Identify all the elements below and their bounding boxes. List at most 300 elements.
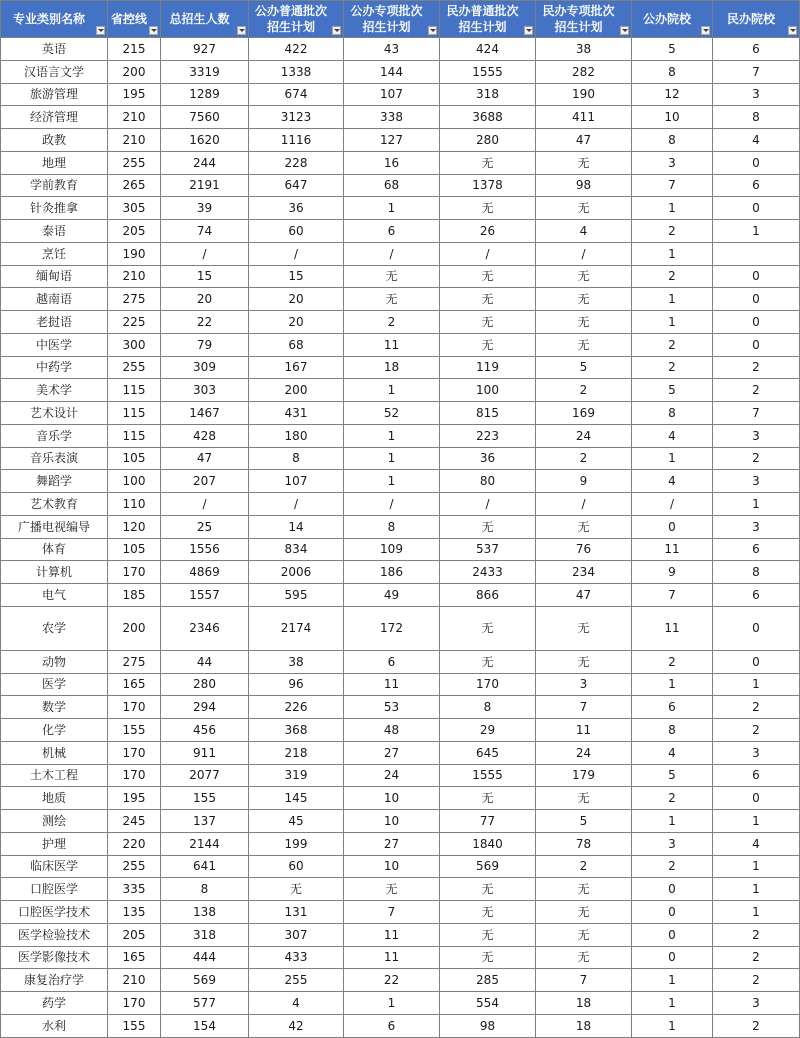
cell-control-line[interactable]: 165: [108, 673, 161, 696]
cell-public-special-plan[interactable]: 43: [344, 38, 440, 61]
cell-private-schools[interactable]: 1: [713, 901, 800, 924]
cell-public-schools[interactable]: 8: [632, 719, 713, 742]
cell-private-schools[interactable]: 0: [713, 787, 800, 810]
filter-dropdown-icon[interactable]: [149, 26, 158, 35]
cell-public-schools[interactable]: 1: [632, 197, 713, 220]
cell-public-general-plan[interactable]: 45: [249, 810, 344, 833]
cell-public-special-plan[interactable]: 10: [344, 855, 440, 878]
cell-public-special-plan[interactable]: 2: [344, 311, 440, 334]
cell-private-general-plan[interactable]: 119: [440, 356, 536, 379]
cell-total-enrollment[interactable]: 577: [161, 992, 249, 1015]
cell-private-general-plan[interactable]: 26: [440, 220, 536, 243]
cell-private-general-plan[interactable]: 645: [440, 741, 536, 764]
cell-private-schools[interactable]: 0: [713, 333, 800, 356]
cell-control-line[interactable]: 210: [108, 106, 161, 129]
cell-private-general-plan[interactable]: 无: [440, 265, 536, 288]
cell-total-enrollment[interactable]: 47: [161, 447, 249, 470]
cell-private-special-plan[interactable]: 无: [536, 787, 632, 810]
cell-public-general-plan[interactable]: 无: [249, 878, 344, 901]
cell-private-schools[interactable]: 7: [713, 60, 800, 83]
cell-control-line[interactable]: 210: [108, 129, 161, 152]
cell-public-schools[interactable]: 1: [632, 810, 713, 833]
cell-private-schools[interactable]: 8: [713, 561, 800, 584]
cell-public-general-plan[interactable]: 42: [249, 1014, 344, 1037]
cell-private-special-plan[interactable]: 无: [536, 878, 632, 901]
cell-private-general-plan[interactable]: 424: [440, 38, 536, 61]
cell-total-enrollment[interactable]: 8: [161, 878, 249, 901]
cell-public-general-plan[interactable]: 595: [249, 584, 344, 607]
cell-public-special-plan[interactable]: 109: [344, 538, 440, 561]
cell-public-general-plan[interactable]: 255: [249, 969, 344, 992]
cell-private-special-plan[interactable]: 无: [536, 151, 632, 174]
cell-control-line[interactable]: 190: [108, 242, 161, 265]
cell-total-enrollment[interactable]: 1467: [161, 402, 249, 425]
cell-private-general-plan[interactable]: 无: [440, 787, 536, 810]
cell-major-category[interactable]: 汉语言文学: [1, 60, 108, 83]
cell-public-general-plan[interactable]: 36: [249, 197, 344, 220]
cell-public-general-plan[interactable]: 15: [249, 265, 344, 288]
cell-total-enrollment[interactable]: 7560: [161, 106, 249, 129]
cell-public-special-plan[interactable]: 48: [344, 719, 440, 742]
cell-public-general-plan[interactable]: 68: [249, 333, 344, 356]
cell-public-special-plan[interactable]: 27: [344, 741, 440, 764]
cell-public-schools[interactable]: 4: [632, 470, 713, 493]
cell-private-special-plan[interactable]: 282: [536, 60, 632, 83]
cell-control-line[interactable]: 305: [108, 197, 161, 220]
cell-public-schools[interactable]: 3: [632, 832, 713, 855]
cell-public-schools[interactable]: 2: [632, 220, 713, 243]
cell-private-special-plan[interactable]: 5: [536, 356, 632, 379]
cell-public-special-plan[interactable]: 24: [344, 764, 440, 787]
cell-total-enrollment[interactable]: 641: [161, 855, 249, 878]
cell-major-category[interactable]: 越南语: [1, 288, 108, 311]
cell-control-line[interactable]: 245: [108, 810, 161, 833]
cell-major-category[interactable]: 数学: [1, 696, 108, 719]
cell-public-general-plan[interactable]: 218: [249, 741, 344, 764]
cell-public-special-plan[interactable]: 8: [344, 515, 440, 538]
cell-control-line[interactable]: 135: [108, 901, 161, 924]
cell-private-schools[interactable]: [713, 242, 800, 265]
cell-public-special-plan[interactable]: 无: [344, 265, 440, 288]
cell-major-category[interactable]: 机械: [1, 741, 108, 764]
cell-private-special-plan[interactable]: 18: [536, 1014, 632, 1037]
cell-public-schools[interactable]: 12: [632, 83, 713, 106]
cell-private-schools[interactable]: 3: [713, 992, 800, 1015]
filter-dropdown-icon[interactable]: [620, 26, 629, 35]
cell-private-special-plan[interactable]: 无: [536, 515, 632, 538]
cell-private-schools[interactable]: 1: [713, 220, 800, 243]
cell-public-general-plan[interactable]: 145: [249, 787, 344, 810]
cell-private-schools[interactable]: 0: [713, 606, 800, 650]
filter-dropdown-icon[interactable]: [428, 26, 437, 35]
cell-private-special-plan[interactable]: 98: [536, 174, 632, 197]
cell-public-special-plan[interactable]: 6: [344, 650, 440, 673]
cell-public-schools[interactable]: 1: [632, 311, 713, 334]
cell-major-category[interactable]: 水利: [1, 1014, 108, 1037]
cell-private-schools[interactable]: 2: [713, 719, 800, 742]
cell-private-general-plan[interactable]: 170: [440, 673, 536, 696]
cell-public-special-plan[interactable]: 144: [344, 60, 440, 83]
cell-public-general-plan[interactable]: 431: [249, 402, 344, 425]
cell-control-line[interactable]: 225: [108, 311, 161, 334]
cell-public-general-plan[interactable]: 38: [249, 650, 344, 673]
cell-private-special-plan[interactable]: 5: [536, 810, 632, 833]
cell-public-general-plan[interactable]: 228: [249, 151, 344, 174]
cell-public-general-plan[interactable]: 674: [249, 83, 344, 106]
cell-public-schools[interactable]: 7: [632, 174, 713, 197]
cell-public-schools[interactable]: 5: [632, 379, 713, 402]
cell-total-enrollment[interactable]: 4869: [161, 561, 249, 584]
cell-control-line[interactable]: 210: [108, 265, 161, 288]
cell-public-schools[interactable]: 2: [632, 855, 713, 878]
cell-private-general-plan[interactable]: 285: [440, 969, 536, 992]
cell-major-category[interactable]: 针灸推拿: [1, 197, 108, 220]
cell-major-category[interactable]: 经济管理: [1, 106, 108, 129]
cell-total-enrollment[interactable]: 3319: [161, 60, 249, 83]
cell-public-general-plan[interactable]: 3123: [249, 106, 344, 129]
cell-private-schools[interactable]: 2: [713, 379, 800, 402]
cell-total-enrollment[interactable]: 1620: [161, 129, 249, 152]
cell-control-line[interactable]: 155: [108, 1014, 161, 1037]
cell-public-schools[interactable]: 11: [632, 538, 713, 561]
cell-total-enrollment[interactable]: 318: [161, 923, 249, 946]
cell-control-line[interactable]: 220: [108, 832, 161, 855]
cell-private-special-plan[interactable]: 无: [536, 311, 632, 334]
cell-control-line[interactable]: 215: [108, 38, 161, 61]
cell-private-special-plan[interactable]: 234: [536, 561, 632, 584]
cell-public-general-plan[interactable]: 200: [249, 379, 344, 402]
cell-private-special-plan[interactable]: 无: [536, 288, 632, 311]
cell-total-enrollment[interactable]: 244: [161, 151, 249, 174]
cell-public-schools[interactable]: 4: [632, 741, 713, 764]
cell-private-schools[interactable]: 1: [713, 673, 800, 696]
cell-major-category[interactable]: 艺术设计: [1, 402, 108, 425]
cell-private-general-plan[interactable]: 3688: [440, 106, 536, 129]
cell-private-general-plan[interactable]: 29: [440, 719, 536, 742]
cell-public-schools[interactable]: 4: [632, 424, 713, 447]
cell-public-general-plan[interactable]: 4: [249, 992, 344, 1015]
cell-public-special-plan[interactable]: 1: [344, 470, 440, 493]
cell-public-schools[interactable]: 1: [632, 673, 713, 696]
cell-private-special-plan[interactable]: 190: [536, 83, 632, 106]
cell-total-enrollment[interactable]: 15: [161, 265, 249, 288]
cell-private-special-plan[interactable]: /: [536, 493, 632, 516]
cell-private-schools[interactable]: 6: [713, 764, 800, 787]
cell-private-special-plan[interactable]: 24: [536, 741, 632, 764]
cell-major-category[interactable]: 体育: [1, 538, 108, 561]
cell-private-special-plan[interactable]: 7: [536, 696, 632, 719]
cell-public-special-plan[interactable]: /: [344, 493, 440, 516]
cell-private-schools[interactable]: 3: [713, 424, 800, 447]
cell-private-general-plan[interactable]: 无: [440, 946, 536, 969]
cell-control-line[interactable]: 120: [108, 515, 161, 538]
cell-private-schools[interactable]: 6: [713, 38, 800, 61]
cell-public-general-plan[interactable]: 131: [249, 901, 344, 924]
cell-private-general-plan[interactable]: 100: [440, 379, 536, 402]
cell-private-general-plan[interactable]: /: [440, 242, 536, 265]
cell-private-schools[interactable]: 3: [713, 83, 800, 106]
cell-public-schools[interactable]: 1: [632, 992, 713, 1015]
cell-private-general-plan[interactable]: 1378: [440, 174, 536, 197]
cell-control-line[interactable]: 255: [108, 356, 161, 379]
cell-control-line[interactable]: 205: [108, 220, 161, 243]
cell-public-general-plan[interactable]: 20: [249, 311, 344, 334]
cell-private-schools[interactable]: 4: [713, 129, 800, 152]
cell-private-special-plan[interactable]: 11: [536, 719, 632, 742]
cell-public-special-plan[interactable]: 68: [344, 174, 440, 197]
cell-private-special-plan[interactable]: 2: [536, 855, 632, 878]
cell-control-line[interactable]: 100: [108, 470, 161, 493]
cell-private-general-plan[interactable]: 无: [440, 650, 536, 673]
cell-control-line[interactable]: 195: [108, 787, 161, 810]
cell-public-special-plan[interactable]: 1: [344, 197, 440, 220]
cell-major-category[interactable]: 中药学: [1, 356, 108, 379]
cell-private-special-plan[interactable]: 78: [536, 832, 632, 855]
cell-private-general-plan[interactable]: 98: [440, 1014, 536, 1037]
cell-private-general-plan[interactable]: 无: [440, 197, 536, 220]
cell-private-schools[interactable]: 2: [713, 946, 800, 969]
cell-total-enrollment[interactable]: 2144: [161, 832, 249, 855]
cell-control-line[interactable]: 170: [108, 992, 161, 1015]
cell-public-general-plan[interactable]: 180: [249, 424, 344, 447]
cell-private-schools[interactable]: 3: [713, 741, 800, 764]
cell-private-special-plan[interactable]: /: [536, 242, 632, 265]
cell-private-special-plan[interactable]: 3: [536, 673, 632, 696]
cell-total-enrollment[interactable]: 309: [161, 356, 249, 379]
cell-total-enrollment[interactable]: 456: [161, 719, 249, 742]
cell-major-category[interactable]: 政教: [1, 129, 108, 152]
cell-private-special-plan[interactable]: 2: [536, 379, 632, 402]
cell-public-general-plan[interactable]: /: [249, 493, 344, 516]
cell-private-general-plan[interactable]: 1555: [440, 60, 536, 83]
filter-dropdown-icon[interactable]: [96, 26, 105, 35]
cell-public-special-plan[interactable]: 11: [344, 673, 440, 696]
cell-private-schools[interactable]: 6: [713, 538, 800, 561]
cell-private-general-plan[interactable]: 8: [440, 696, 536, 719]
cell-public-special-plan[interactable]: 1: [344, 424, 440, 447]
cell-major-category[interactable]: 口腔医学: [1, 878, 108, 901]
cell-control-line[interactable]: 115: [108, 424, 161, 447]
cell-public-special-plan[interactable]: 16: [344, 151, 440, 174]
cell-major-category[interactable]: 烹饪: [1, 242, 108, 265]
cell-private-schools[interactable]: 3: [713, 515, 800, 538]
cell-private-schools[interactable]: 7: [713, 402, 800, 425]
cell-control-line[interactable]: 275: [108, 288, 161, 311]
cell-total-enrollment[interactable]: 22: [161, 311, 249, 334]
cell-public-schools[interactable]: 0: [632, 923, 713, 946]
cell-total-enrollment[interactable]: 294: [161, 696, 249, 719]
cell-private-special-plan[interactable]: 47: [536, 584, 632, 607]
cell-control-line[interactable]: 170: [108, 696, 161, 719]
cell-public-general-plan[interactable]: 422: [249, 38, 344, 61]
cell-private-special-plan[interactable]: 169: [536, 402, 632, 425]
cell-public-special-plan[interactable]: 无: [344, 878, 440, 901]
filter-dropdown-icon[interactable]: [237, 26, 246, 35]
cell-public-general-plan[interactable]: 834: [249, 538, 344, 561]
cell-public-special-plan[interactable]: 6: [344, 220, 440, 243]
cell-major-category[interactable]: 音乐学: [1, 424, 108, 447]
cell-public-schools[interactable]: 0: [632, 515, 713, 538]
cell-public-special-plan[interactable]: 11: [344, 923, 440, 946]
cell-public-general-plan[interactable]: 647: [249, 174, 344, 197]
cell-public-special-plan[interactable]: 186: [344, 561, 440, 584]
cell-total-enrollment[interactable]: 1556: [161, 538, 249, 561]
cell-public-special-plan[interactable]: 10: [344, 810, 440, 833]
cell-private-general-plan[interactable]: 554: [440, 992, 536, 1015]
cell-private-schools[interactable]: 3: [713, 470, 800, 493]
cell-private-schools[interactable]: 0: [713, 197, 800, 220]
cell-major-category[interactable]: 老挝语: [1, 311, 108, 334]
cell-public-special-plan[interactable]: 1: [344, 992, 440, 1015]
cell-private-general-plan[interactable]: 无: [440, 333, 536, 356]
cell-private-general-plan[interactable]: 80: [440, 470, 536, 493]
cell-control-line[interactable]: 195: [108, 83, 161, 106]
cell-major-category[interactable]: 土木工程: [1, 764, 108, 787]
cell-control-line[interactable]: 200: [108, 60, 161, 83]
cell-private-special-plan[interactable]: 无: [536, 197, 632, 220]
cell-private-general-plan[interactable]: 无: [440, 606, 536, 650]
cell-public-schools[interactable]: 1: [632, 242, 713, 265]
cell-private-schools[interactable]: 2: [713, 1014, 800, 1037]
cell-public-special-plan[interactable]: 6: [344, 1014, 440, 1037]
cell-public-special-plan[interactable]: 107: [344, 83, 440, 106]
cell-public-general-plan[interactable]: 1116: [249, 129, 344, 152]
cell-total-enrollment[interactable]: 44: [161, 650, 249, 673]
cell-public-general-plan[interactable]: 307: [249, 923, 344, 946]
cell-public-schools[interactable]: 11: [632, 606, 713, 650]
cell-public-general-plan[interactable]: 60: [249, 855, 344, 878]
cell-public-special-plan[interactable]: 172: [344, 606, 440, 650]
cell-major-category[interactable]: 艺术教育: [1, 493, 108, 516]
cell-major-category[interactable]: 音乐表演: [1, 447, 108, 470]
cell-total-enrollment[interactable]: 444: [161, 946, 249, 969]
cell-control-line[interactable]: 185: [108, 584, 161, 607]
cell-private-schools[interactable]: 2: [713, 969, 800, 992]
cell-private-special-plan[interactable]: 9: [536, 470, 632, 493]
cell-public-general-plan[interactable]: 319: [249, 764, 344, 787]
cell-public-general-plan[interactable]: 368: [249, 719, 344, 742]
cell-private-general-plan[interactable]: 无: [440, 151, 536, 174]
cell-private-general-plan[interactable]: 866: [440, 584, 536, 607]
cell-public-special-plan[interactable]: 338: [344, 106, 440, 129]
cell-private-general-plan[interactable]: 77: [440, 810, 536, 833]
cell-total-enrollment[interactable]: 428: [161, 424, 249, 447]
cell-private-schools[interactable]: 1: [713, 810, 800, 833]
cell-control-line[interactable]: 255: [108, 151, 161, 174]
cell-public-special-plan[interactable]: 1: [344, 379, 440, 402]
cell-public-general-plan[interactable]: 14: [249, 515, 344, 538]
cell-private-schools[interactable]: 0: [713, 311, 800, 334]
cell-public-general-plan[interactable]: 433: [249, 946, 344, 969]
cell-control-line[interactable]: 115: [108, 379, 161, 402]
cell-control-line[interactable]: 155: [108, 719, 161, 742]
cell-control-line[interactable]: 110: [108, 493, 161, 516]
cell-private-schools[interactable]: 2: [713, 356, 800, 379]
cell-private-schools[interactable]: 2: [713, 447, 800, 470]
cell-total-enrollment[interactable]: 280: [161, 673, 249, 696]
cell-public-general-plan[interactable]: 199: [249, 832, 344, 855]
cell-control-line[interactable]: 105: [108, 447, 161, 470]
cell-total-enrollment[interactable]: 303: [161, 379, 249, 402]
cell-private-special-plan[interactable]: 无: [536, 923, 632, 946]
cell-private-general-plan[interactable]: 2433: [440, 561, 536, 584]
cell-public-special-plan[interactable]: 无: [344, 288, 440, 311]
cell-control-line[interactable]: 200: [108, 606, 161, 650]
cell-public-general-plan[interactable]: 96: [249, 673, 344, 696]
cell-major-category[interactable]: 学前教育: [1, 174, 108, 197]
cell-public-special-plan[interactable]: 11: [344, 946, 440, 969]
cell-total-enrollment[interactable]: 74: [161, 220, 249, 243]
cell-private-general-plan[interactable]: 无: [440, 311, 536, 334]
cell-private-special-plan[interactable]: 38: [536, 38, 632, 61]
cell-private-general-plan[interactable]: 318: [440, 83, 536, 106]
cell-public-schools[interactable]: 2: [632, 265, 713, 288]
cell-private-schools[interactable]: 6: [713, 584, 800, 607]
cell-major-category[interactable]: 动物: [1, 650, 108, 673]
cell-public-special-plan[interactable]: 22: [344, 969, 440, 992]
cell-total-enrollment[interactable]: /: [161, 493, 249, 516]
cell-public-general-plan[interactable]: 2174: [249, 606, 344, 650]
cell-total-enrollment[interactable]: 2346: [161, 606, 249, 650]
cell-private-general-plan[interactable]: 无: [440, 901, 536, 924]
cell-private-schools[interactable]: 2: [713, 696, 800, 719]
cell-public-schools[interactable]: 10: [632, 106, 713, 129]
filter-dropdown-icon[interactable]: [701, 26, 710, 35]
cell-private-general-plan[interactable]: 无: [440, 515, 536, 538]
cell-public-special-plan[interactable]: 10: [344, 787, 440, 810]
cell-major-category[interactable]: 计算机: [1, 561, 108, 584]
cell-private-special-plan[interactable]: 47: [536, 129, 632, 152]
cell-total-enrollment[interactable]: 2191: [161, 174, 249, 197]
cell-public-special-plan[interactable]: 127: [344, 129, 440, 152]
cell-public-general-plan[interactable]: 20: [249, 288, 344, 311]
cell-total-enrollment[interactable]: 927: [161, 38, 249, 61]
cell-private-schools[interactable]: 2: [713, 923, 800, 946]
cell-total-enrollment[interactable]: 137: [161, 810, 249, 833]
cell-public-general-plan[interactable]: 2006: [249, 561, 344, 584]
cell-control-line[interactable]: 205: [108, 923, 161, 946]
cell-private-special-plan[interactable]: 18: [536, 992, 632, 1015]
cell-public-general-plan[interactable]: 226: [249, 696, 344, 719]
cell-public-schools[interactable]: 2: [632, 356, 713, 379]
cell-control-line[interactable]: 170: [108, 741, 161, 764]
cell-public-special-plan[interactable]: 11: [344, 333, 440, 356]
cell-private-schools[interactable]: 0: [713, 151, 800, 174]
cell-private-schools[interactable]: 0: [713, 650, 800, 673]
cell-major-category[interactable]: 舞蹈学: [1, 470, 108, 493]
cell-public-schools[interactable]: 3: [632, 151, 713, 174]
cell-public-special-plan[interactable]: 27: [344, 832, 440, 855]
cell-private-special-plan[interactable]: 无: [536, 265, 632, 288]
cell-control-line[interactable]: 255: [108, 855, 161, 878]
cell-total-enrollment[interactable]: 20: [161, 288, 249, 311]
cell-public-schools[interactable]: 5: [632, 764, 713, 787]
cell-control-line[interactable]: 335: [108, 878, 161, 901]
cell-control-line[interactable]: 115: [108, 402, 161, 425]
cell-major-category[interactable]: 康复治疗学: [1, 969, 108, 992]
cell-public-schools[interactable]: 5: [632, 38, 713, 61]
cell-total-enrollment[interactable]: 79: [161, 333, 249, 356]
cell-public-schools[interactable]: 8: [632, 402, 713, 425]
cell-private-general-plan[interactable]: /: [440, 493, 536, 516]
cell-total-enrollment[interactable]: 154: [161, 1014, 249, 1037]
cell-major-category[interactable]: 美术学: [1, 379, 108, 402]
cell-private-schools[interactable]: 0: [713, 265, 800, 288]
cell-public-special-plan[interactable]: 52: [344, 402, 440, 425]
cell-control-line[interactable]: 105: [108, 538, 161, 561]
cell-public-schools[interactable]: 2: [632, 333, 713, 356]
cell-total-enrollment[interactable]: 39: [161, 197, 249, 220]
